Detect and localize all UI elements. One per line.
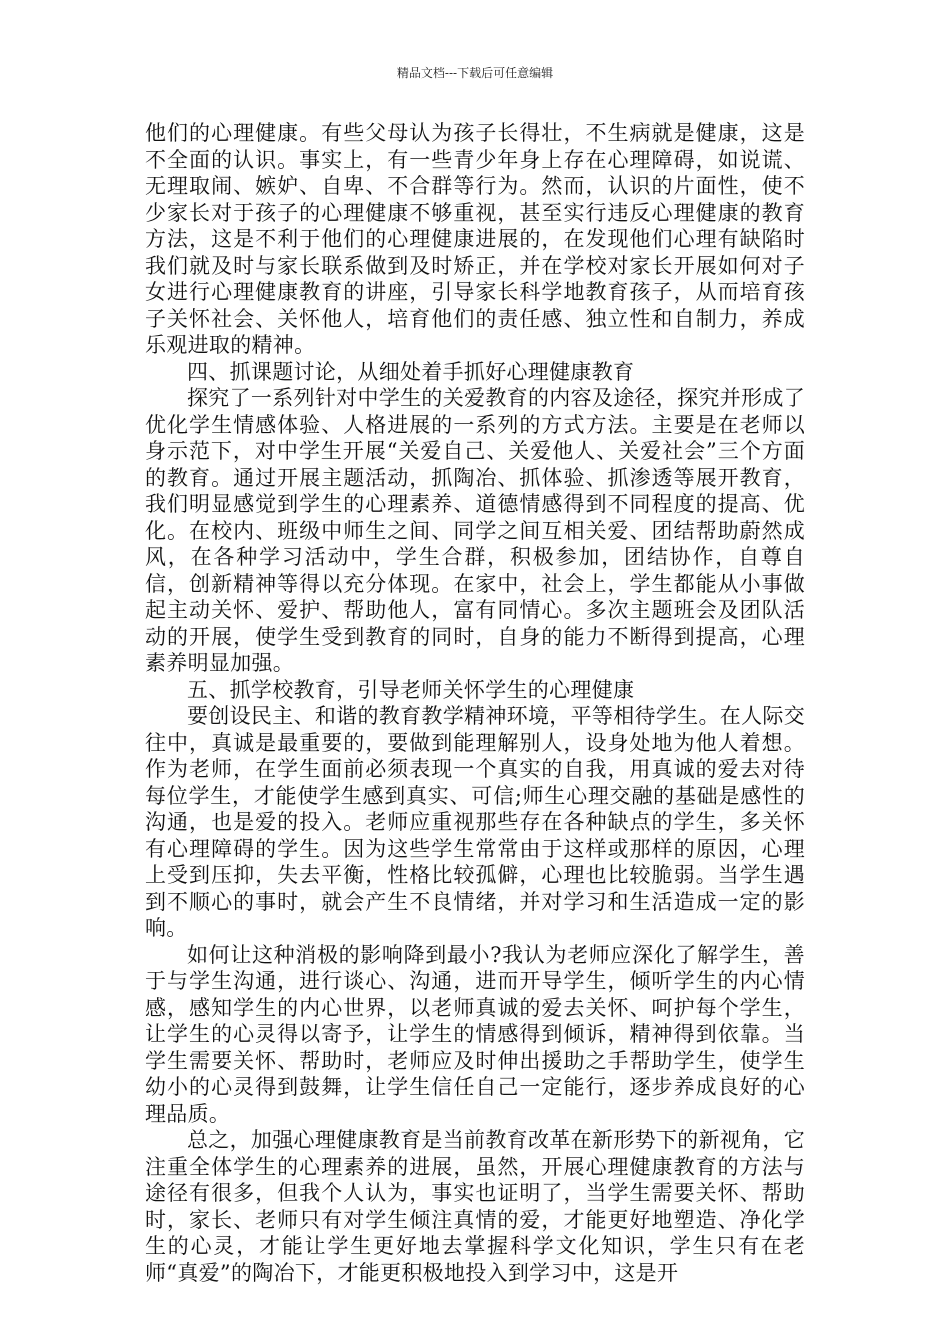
paragraph-reduce-influence: 如何让这种消极的影响降到最小?我认为老师应深化了解学生，善于与学生沟通，进行谈心、沟通，进而开导学生，倾听学生的内心情感，感知学生的内心世界，以老师真诚的爱去关怀、呵护每个学生，让学生的心灵得以寄予，让学生的情感得到倾诉，精神得到依靠。当学生需要关怀、帮助时，老师应及时伸出援助之手帮助学生，使学生幼小的心灵得到鼓舞，让学生信任自己一定能行，逐步养成良好的心理品质。 <box>145 942 805 1126</box>
section-heading-five: 五、抓学校教育，引导老师关怀学生的心理健康 <box>187 677 635 702</box>
paragraph-section-five: 要创设民主、和谐的教育教学精神环境，平等相待学生。在人际交往中，真诚是最重要的，要做到能理解别人，设身处地为他人着想。作为老师，在学生面前必须表现一个真实的自我，用真诚的爱去对待每位学生，才能使学生感到真实、可信;师生心理交融的基础是感性的沟通，也是爱的投入。老师应重视那些存在各种缺点的学生，多关怀有心理障碍的学生。因为这些学生常常由于这样或那样的原因，心理上受到压抑，失去平衡，性格比较孤僻，心理也比较脆弱。当学生遇到不顺心的事时，就会产生不良情绪，并对学习和生活造成一定的影响。 <box>145 704 805 940</box>
page-header: 精品文档---下载后可任意编辑 <box>396 66 554 80</box>
section-heading-four: 四、抓课题讨论，从细处着手抓好心理健康教育 <box>187 359 635 384</box>
paragraph-conclusion: 总之，加强心理健康教育是当前教育改革在新形势下的新视角，它注重全体学生的心理素养的进展，虽然，开展心理健康教育的方法与途径有很多，但我个人认为，事实也证明了，当学生需要关怀、帮助时，家长、老师只有对学生倾注真情的爱，才能更好地塑造、净化学生的心灵，才能让学生更好地去掌握科学文化知识，学生只有在老师“真爱”的陶冶下，才能更积极地投入到学习中，这是开 <box>145 1128 805 1285</box>
paragraph-section-four: 探究了一系列针对中学生的关爱教育的内容及途径，探究并形成了优化学生情感体验、人格进展的一系列的方式方法。主要是在老师以身示范下，对中学生开展“关爱自己、关爱他人、关爱社会”三个方面的教育。通过开展主题活动，抓陶冶、抓体验、抓渗透等展开教育，我们明显感觉到学生的心理素养、道德情感得到不同程度的提高、优化。在校内、班级中师生之间、同学之间互相关爱、团结帮助蔚然成风，在各种学习活动中，学生合群，积极参加，团结协作，自尊自信，创新精神等得以充分体现。在家中，社会上，学生都能从小事做起主动关怀、爱护、帮助他人，富有同情心。多次主题班会及团队活动的开展，使学生受到教育的同时，自身的能力不断得到提高，心理素养明显加强。 <box>145 386 805 675</box>
paragraph-continuation: 他们的心理健康。有些父母认为孩子长得壮，不生病就是健康，这是不全面的认识。事实上，有一些青少年身上存在心理障碍，如说谎、无理取闹、嫉妒、自卑、不合群等行为。然而，认识的片面性，使不少家长对于孩子的心理健康不够重视，甚至实行违反心理健康的教育方法，这是不利于他们的心理健康进展的，在发现他们心理有缺陷时我们就及时与家长联系做到及时矫正，并在学校对家长开展如何对子女进行心理健康教育的讲座，引导家长科学地教育孩子，从而培育孩子关怀社会、关怀他人，培育他们的责任感、独立性和自制力，养成乐观进取的精神。 <box>145 121 805 357</box>
document-body <box>145 120 805 1286</box>
